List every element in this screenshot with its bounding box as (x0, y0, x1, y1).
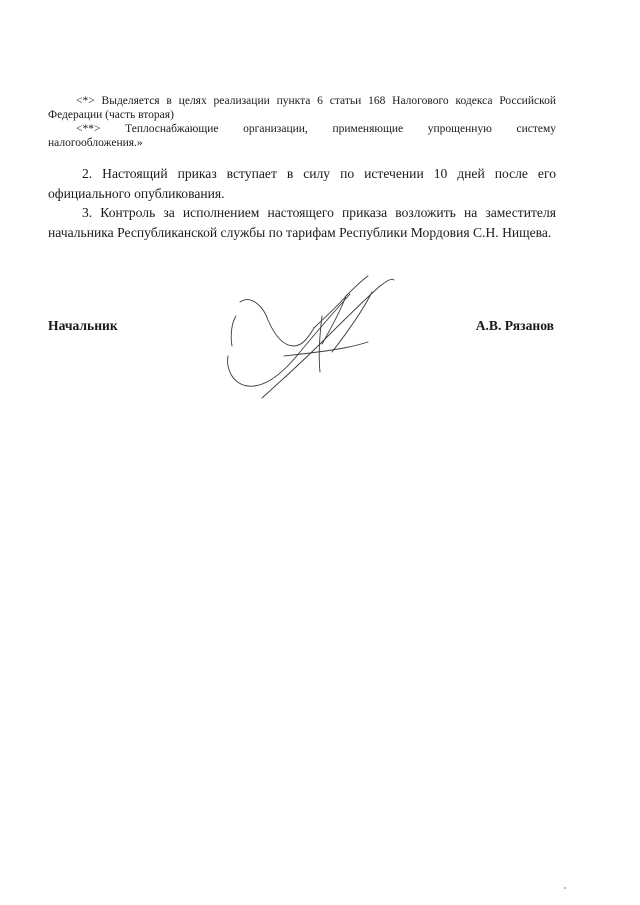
footnote-2-word: Теплоснабжающие (125, 123, 219, 135)
footnote-2-word: упрощенную (427, 123, 492, 135)
paragraph-3: 3. Контроль за исполнением настоящего приказа возложить на заместителя начальника Республиканской службы по тарифам Республики Мордовия С.Н. Нищева. (48, 205, 556, 240)
footnote-1-line-2: Федерации (часть вторая) (48, 109, 174, 121)
page-speck (564, 887, 566, 889)
footnote-2-word: систему (516, 123, 556, 135)
footnote-2-line-1 (48, 122, 556, 136)
signatory-name: А.В. Рязанов (475, 318, 554, 333)
footnotes (48, 94, 556, 150)
footnote-2-word: применяющие (332, 123, 404, 135)
footnote-2-mark: <**> (76, 123, 101, 135)
order-body (48, 164, 556, 242)
footnote-2-line-2: налогообложения.» (48, 137, 143, 149)
footnote-2-word: организации, (243, 123, 308, 135)
footnote-1-line-1: <*> Выделяется в целях реализации пункта 6 статьи 168 Налогового кодекса Российской (76, 95, 556, 107)
handwritten-signature (222, 272, 402, 404)
signatory-title: Начальник (48, 318, 118, 333)
paragraph-2: 2. Настоящий приказ вступает в силу по истечении 10 дней после его официального опубликования. (48, 166, 556, 201)
